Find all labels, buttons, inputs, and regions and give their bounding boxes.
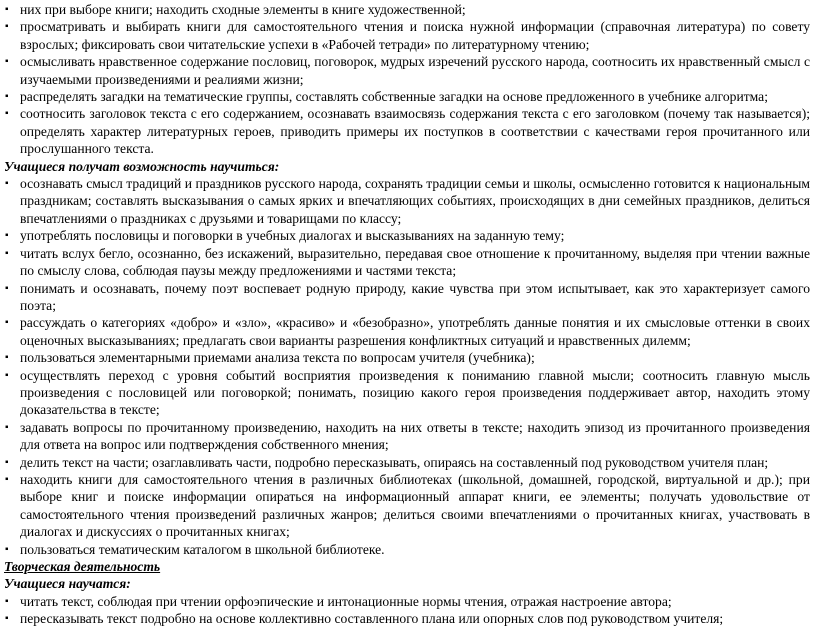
- bullet-icon: ▪: [5, 595, 9, 607]
- section-heading-will-learn-opportunity: Учащиеся получат возможность научиться:: [4, 158, 280, 174]
- list-item: [4, 471, 810, 541]
- bullet-icon: ▪: [5, 282, 9, 294]
- list-item: [4, 175, 810, 227]
- list-item: [4, 610, 810, 627]
- list-item-text: пересказывать текст подробно на основе коллективно составленного плана или опорных слов под руководством учителя;: [20, 611, 724, 627]
- bullet-icon: ▪: [5, 108, 9, 120]
- list-item: [4, 227, 810, 244]
- list-item: [4, 314, 810, 349]
- list-item-text: осознавать смысл традиций и праздников русского народа, сохранять традиции семьи и школы, осмысленно готовится к национальным праздникам; составлять высказывания о самых ярких и впечатляющих событиях, происходящих в дни семейных праздников, делиться впечатлениями о праздниках с друзьями и товарищами по классу;: [20, 176, 810, 226]
- list-item-text: пользоваться тематическим каталогом в школьной библиотеке.: [20, 541, 385, 557]
- bullet-icon: ▪: [5, 230, 9, 242]
- list-item-text: читать вслух бегло, осознанно, без искажений, выразительно, передавая свое отношение к прочитанному, выделяя при чтении важные по смыслу слова, соблюдая паузы между предложениями и частями текста;: [20, 245, 810, 279]
- bullet-icon: ▪: [5, 4, 9, 15]
- list-item: [4, 88, 810, 105]
- bullet-icon: ▪: [5, 473, 9, 485]
- list-item-text: находить книги для самостоятельного чтения в различных библиотеках (школьной, домашней, городской, виртуальной и др.); при выборе книг и поиске информации опираться на информационный аппарат книги, ее элементы; получать удовольствие от самостоятельного чтения произведений различных жанров; делиться своими впечатлениями о прочитанных книгах, участвовать в диалогах и дискуссиях о прочитанных книгах;: [20, 471, 810, 540]
- list-item-text: распределять загадки на тематические группы, составлять собственные загадки на основе предложенного в учебнике алгоритма;: [20, 89, 768, 105]
- list-item-text: соотносить заголовок текста с его содержанием, осознавать взаимосвязь содержания текста с его заголовком (почему так называется); определять характер литературных героев, приводить примеры их поступков в соответствии с качествами героя прочитанного или прослушанного текста.: [20, 106, 810, 157]
- bullet-icon: ▪: [5, 613, 9, 625]
- bullet-icon: ▪: [5, 421, 9, 433]
- bullet-icon: ▪: [5, 56, 9, 68]
- list-item: [4, 593, 810, 610]
- list-item-text: пользоваться элементарными приемами анализа текста по вопросам учителя (учебника);: [20, 350, 535, 366]
- bullet-icon: ▪: [5, 247, 9, 259]
- list-item-text: осмысливать нравственное содержание пословиц, поговорок, мудрых изречений русского народа, соотносить их нравственный смысл с изучаемыми произведениями и реалиями жизни;: [20, 54, 810, 87]
- list-item: [4, 105, 810, 157]
- list-item: [4, 53, 810, 88]
- bullet-icon: ▪: [5, 456, 9, 468]
- bullet-icon: ▪: [5, 91, 9, 103]
- list-item-text: осуществлять переход с уровня событий восприятия произведения к пониманию главной мысли; соотносить главную мысль произведения с пословицей или поговоркой; понимать, позицию какого героя произведения поддерживает автор, находить этому доказательства в тексте;: [20, 367, 810, 418]
- list-item: [4, 280, 810, 315]
- list-item: [4, 541, 810, 558]
- bullet-icon: ▪: [5, 543, 9, 555]
- bullet-icon: ▪: [5, 352, 9, 364]
- bullet-icon: ▪: [5, 369, 9, 381]
- section-heading-will-learn: Учащиеся научатся:: [4, 576, 131, 592]
- bullet-icon: ▪: [5, 178, 9, 190]
- list-item-text: употреблять пословицы и поговорки в учебных диалогах и высказываниях на заданную тему;: [20, 228, 565, 244]
- list-item-text: просматривать и выбирать книги для самостоятельного чтения и поиска нужной информации (справочная литература) по совету взрослых; фиксировать свои читательские успехи в «Рабочей тетради» по литературному чтению;: [20, 19, 810, 52]
- list-item-text: рассуждать о категориях «добро» и «зло», «красиво» и «безобразно», употреблять данные понятия и их смысловые оттенки в своих оценочных высказываниях; предлагать свои варианты разрешения конфликтных ситуаций и нравственных дилемм;: [20, 315, 810, 348]
- list-item: [4, 349, 810, 366]
- list-item-text: понимать и осознавать, почему поэт воспевает родную природу, какие чувства при этом испытывает, как это характеризует самого поэта;: [20, 280, 810, 313]
- list-item: [4, 245, 810, 280]
- list-item-text: задавать вопросы по прочитанному произведению, находить на них ответы в тексте; находить эпизод из прочитанного произведения для ответа на вопрос или подтверждения собственного мнения;: [20, 419, 810, 453]
- list-item: [4, 18, 810, 53]
- list-item: [4, 454, 810, 471]
- section-heading-creative-activity: Творческая деятельность: [4, 559, 161, 574]
- list-item: [4, 367, 810, 419]
- list-item: [4, 1, 810, 18]
- bullet-icon: ▪: [5, 317, 9, 329]
- list-item-text: читать текст, соблюдая при чтении орфоэпические и интонационные нормы чтения, отражая настроение автора;: [20, 593, 672, 609]
- list-item-text: них при выборе книги; находить сходные элементы в книге художественной;: [20, 2, 466, 17]
- list-item-text: делить текст на части; озаглавливать части, подробно пересказывать, опираясь на составленный под руководством учителя план;: [20, 454, 769, 470]
- bullet-icon: ▪: [5, 21, 9, 33]
- list-item: [4, 419, 810, 454]
